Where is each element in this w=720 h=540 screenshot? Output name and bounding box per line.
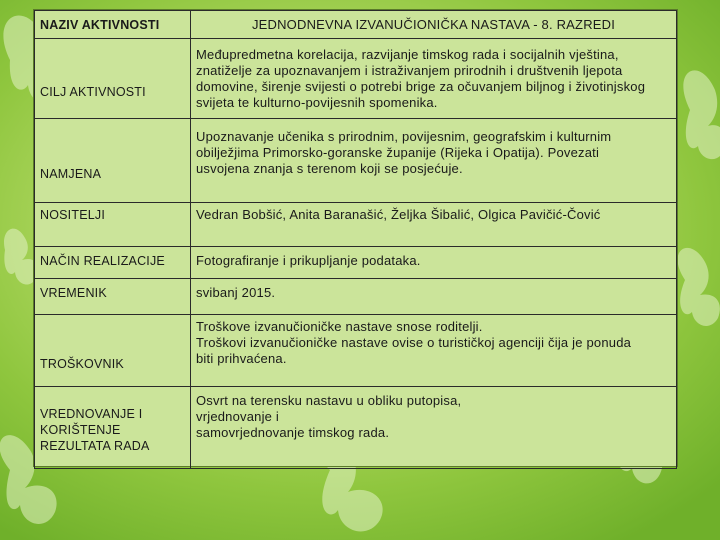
row-label-vremenik: VREMENIK xyxy=(35,279,191,315)
butterfly-icon xyxy=(678,248,720,326)
row-label-vrednovanje xyxy=(35,387,191,469)
text-line: Troškove izvanučioničke nastave snose roditelji. xyxy=(196,319,483,334)
text-line: Vedran Bobšić, Anita Baranašić, Željka Šibalić, Olgica Pavičić-Čović xyxy=(196,207,601,222)
row-value-cilj xyxy=(191,39,677,119)
text-line: obilježjima Primorsko-goranske županije (Rijeka i Opatija). Povezati xyxy=(196,145,600,160)
activity-table-panel xyxy=(33,9,678,467)
row-label-troskovnik: TROŠKOVNIK xyxy=(35,315,191,387)
row-value-vremenik xyxy=(191,279,677,315)
row-label-nacin-realizacije: NAČIN REALIZACIJE xyxy=(35,247,191,279)
text-line: Osvrt na terensku nastavu u obliku putopisa, xyxy=(196,393,462,408)
row-label-namjena: NAMJENA xyxy=(35,119,191,203)
table-row xyxy=(35,39,677,119)
table-row xyxy=(35,203,677,247)
text-line: Međupredmetna korelacija, razvijanje timskog rada i socijalnih vještina, xyxy=(196,46,619,62)
text-line: svibanj 2015. xyxy=(196,285,276,300)
row-value-namjena xyxy=(191,119,677,203)
row-label-cilj: CILJ AKTIVNOSTI xyxy=(35,39,191,119)
row-value-troskovnik xyxy=(191,315,677,387)
header-title-cell: JEDNODNEVNA IZVANUČIONIČKA NASTAVA - 8. RAZREDI xyxy=(191,11,677,39)
text-line: vrjednovanje i xyxy=(196,409,280,424)
text-line: Upoznavanje učenika s prirodnim, povijesnim, geografskim i kulturnim xyxy=(196,129,612,144)
table-header-row xyxy=(35,11,677,39)
butterfly-icon xyxy=(683,70,720,159)
text-line: Troškovi izvanučioničke nastave ovise o turističkoj agenciji čija je ponuda xyxy=(196,335,632,350)
row-value-nositelji xyxy=(191,203,677,247)
label-line: VREDNOVANJE I xyxy=(40,407,143,421)
row-label-nositelji: NOSITELJI xyxy=(35,203,191,247)
text-line: domovine, širenje svijesti o potrebi brige za očuvanjem biljnog i životinjskog xyxy=(196,78,646,94)
label-line: REZULTATA RADA xyxy=(40,439,150,453)
row-value-vrednovanje xyxy=(191,387,677,469)
label-line: KORIŠTENJE xyxy=(40,423,121,437)
table-row xyxy=(35,247,677,279)
text-line: znatiželje za upoznavanjem i istraživanjem prirodnih i društvenih ljepota xyxy=(196,62,623,78)
row-value-nacin-realizacije xyxy=(191,247,677,279)
text-line: biti prihvaćena. xyxy=(196,351,287,366)
text-line: samovrjednovanje timskog rada. xyxy=(196,425,390,440)
header-label-cell: NAZIV AKTIVNOSTI xyxy=(35,11,191,39)
text-line: Fotografiranje i prikupljanje podataka. xyxy=(196,253,421,268)
activity-table xyxy=(34,10,677,469)
table-row xyxy=(35,279,677,315)
table-row xyxy=(35,119,677,203)
text-line: svijeta te kulturno-povijesnih spomenika. xyxy=(196,94,438,110)
table-row xyxy=(35,387,677,469)
text-line: usvojena znanja s terenom koji se posjećuje. xyxy=(196,161,463,176)
table-row xyxy=(35,315,677,387)
